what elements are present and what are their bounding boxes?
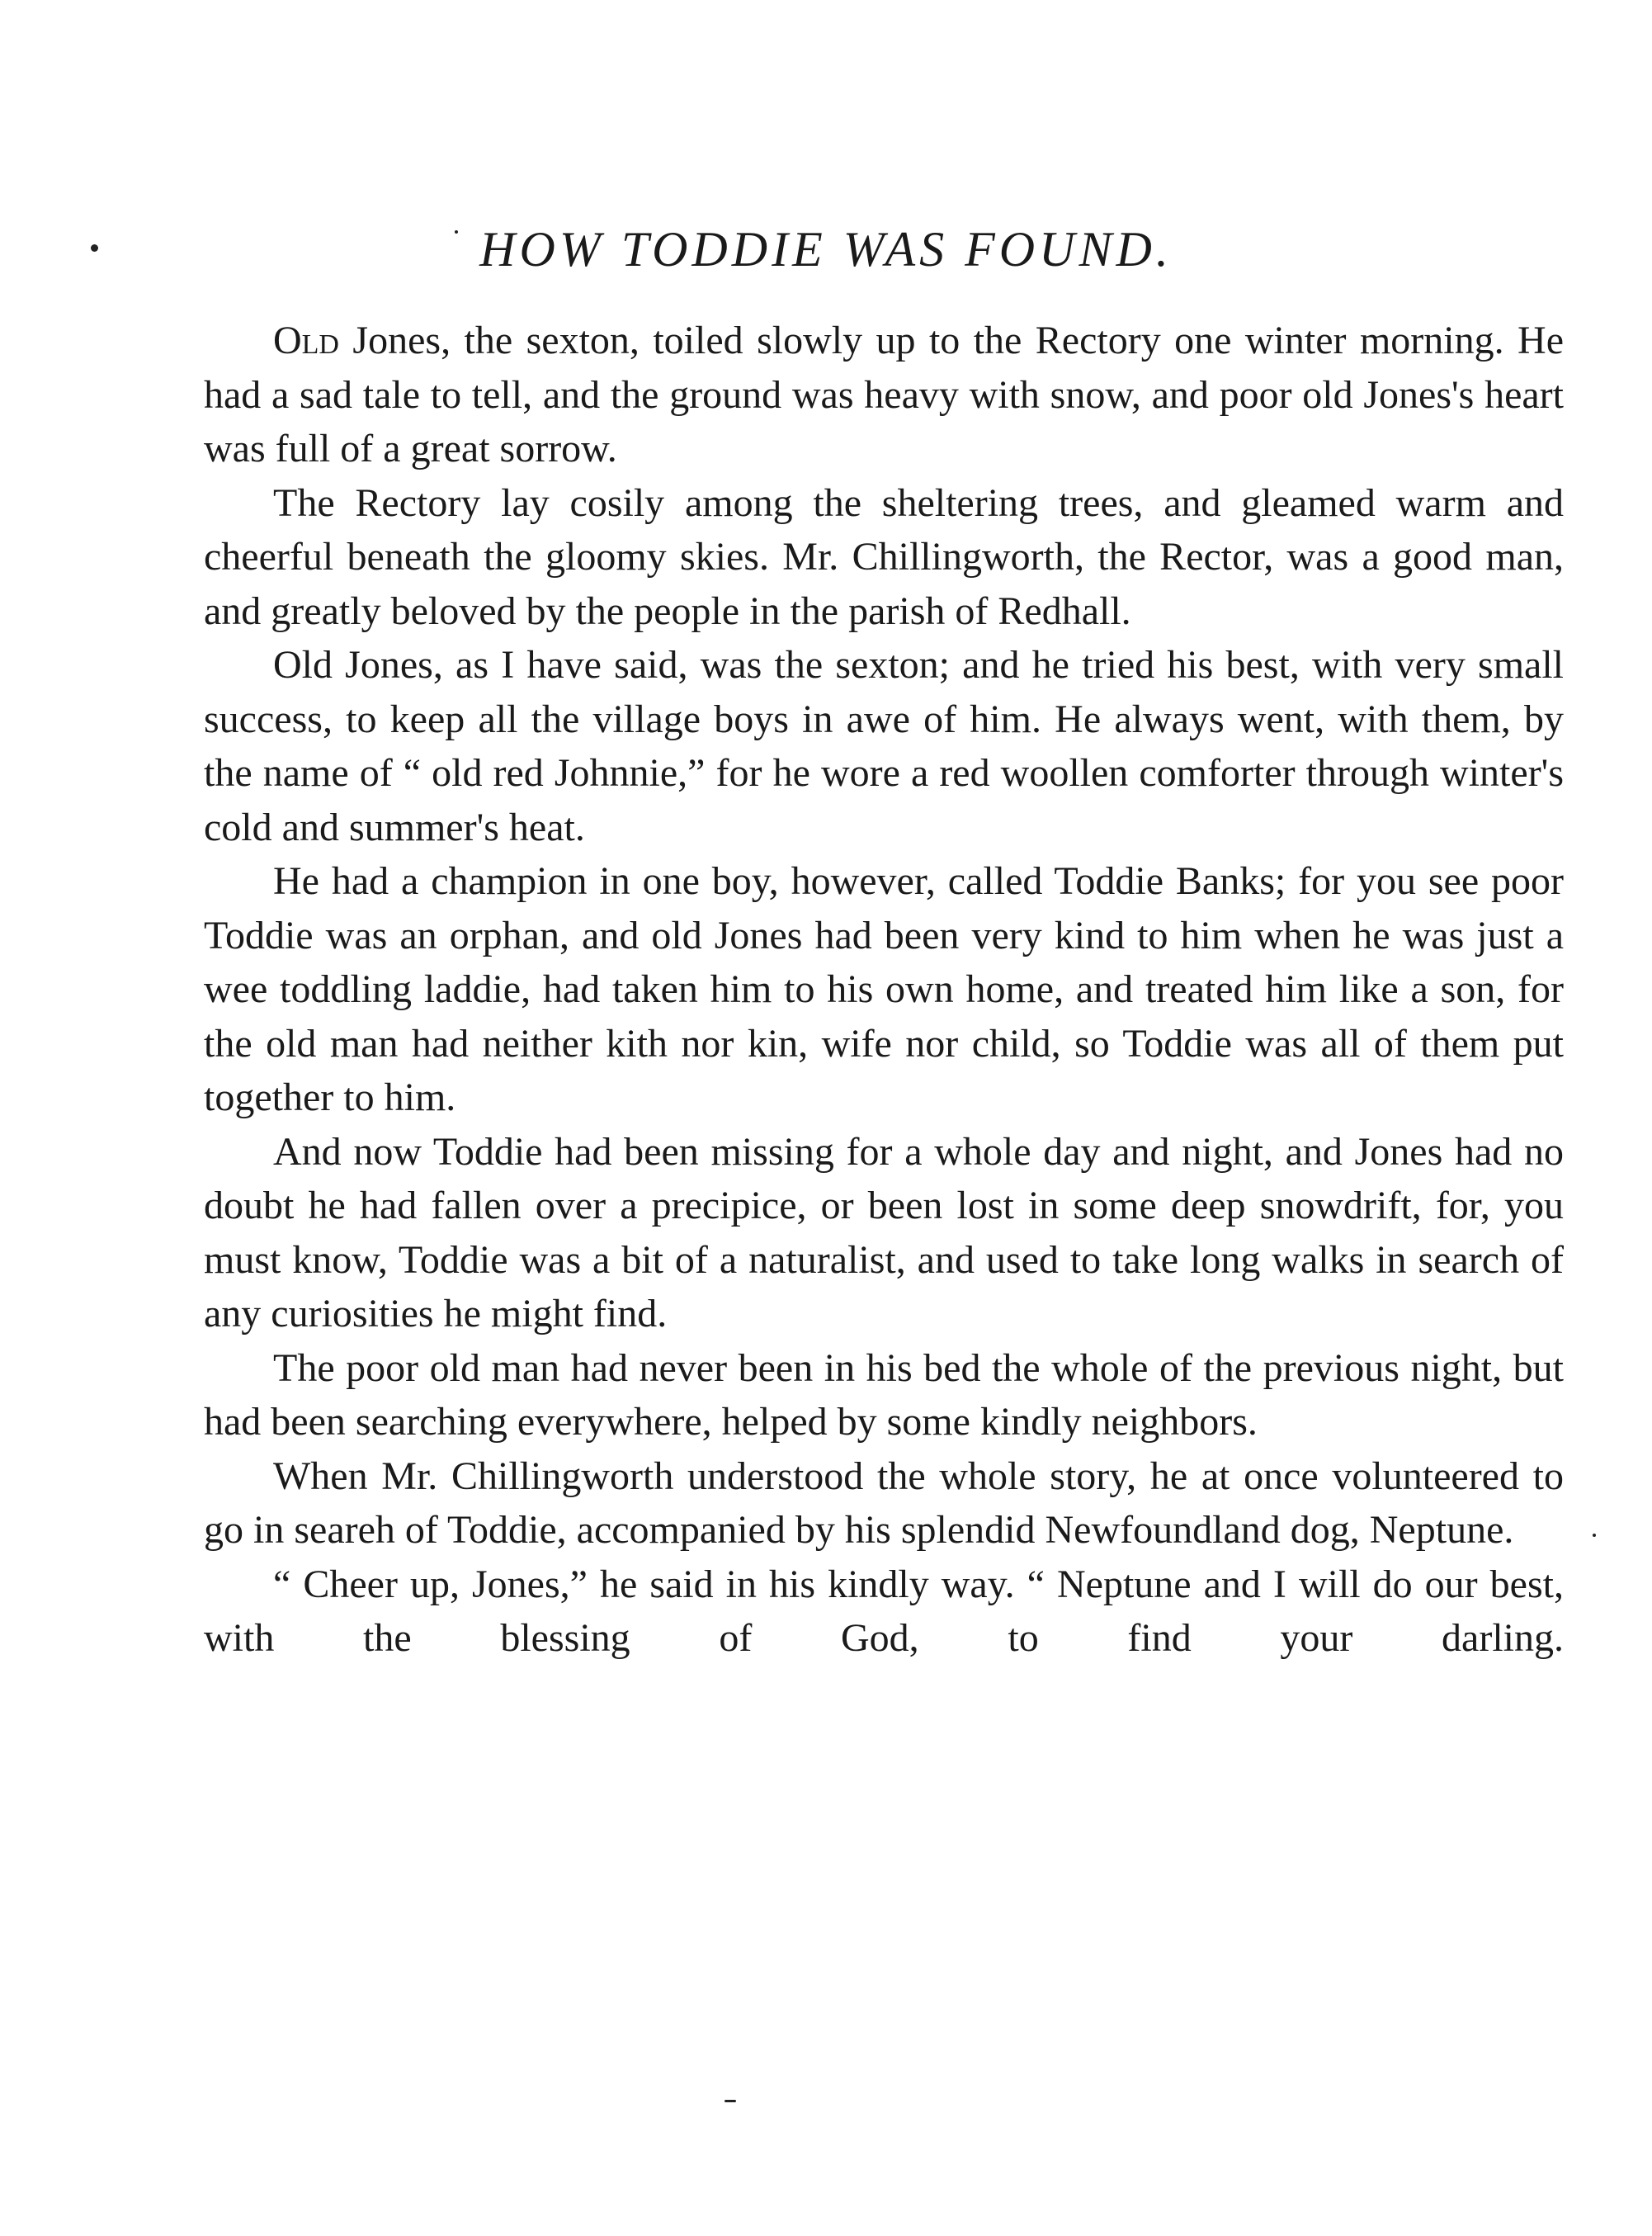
paragraph-text: Jones, the sexton, toiled slowly up to the Rectory one winter morning. He had a sad tale to tell, and the ground was heavy with snow, and poor old Jones's heart was full of a great sorrow. bbox=[204, 319, 1564, 470]
chapter-title: HOW TODDIE WAS FOUND. bbox=[479, 222, 1173, 277]
paragraph: The poor old man had never been in his bed the whole of the previous night, but had been searching everywhere, helped by some kindly neighbors. bbox=[204, 1345, 1564, 1444]
paragraph: Old Jones, as I have said, was the sexton; and he tried his best, with very small success, to keep all the village boys in awe of him. He always went, with them, by the name of “ old red Johnnie,” for he wore a red woollen comforter through winter's cold and summer's heat. bbox=[204, 643, 1564, 849]
scan-speck bbox=[455, 230, 458, 234]
paragraph: He had a champion in one boy, however, called Toddie Banks; for you see poor Toddie was an orphan, and old Jones had been very kind to him when he was just a wee toddling laddie, had taken him to his own home, and treated him like a son, for the old man had neither kith nor kin, wife nor child, so Toddie was all of them put together to him. bbox=[204, 859, 1564, 1119]
paragraph bbox=[204, 314, 1564, 476]
drop-word: Old bbox=[273, 319, 339, 362]
scan-speck bbox=[725, 2100, 736, 2102]
paragraph: The Rectory lay cosily among the sheltering trees, and gleamed warm and cheerful beneath the gloomy skies. Mr. Chillingworth, the Rector, was a good man, and greatly beloved by the people in the parish of Redhall. bbox=[204, 480, 1564, 633]
paragraph: When Mr. Chillingworth understood the whole story, he at once volunteered to go in seareh of Toddie, accompanied by his splendid Newfoundland dog, Neptune. bbox=[204, 1454, 1564, 1552]
paragraph: “ Cheer up, Jones,” he said in his kindly way. “ Neptune and I will do our best, with the blessing of God, to find your darling. bbox=[204, 1562, 1564, 1660]
story-body bbox=[204, 314, 1564, 1666]
paragraph: And now Toddie had been missing for a whole day and night, and Jones had no doubt he had fallen over a precipice, or been lost in some deep snowdrift, for, you must know, Toddie was a bit of a naturalist, and used to take long walks in search of any curiosities he might find. bbox=[204, 1129, 1564, 1335]
scan-speck bbox=[1593, 1534, 1596, 1537]
scan-speck bbox=[91, 244, 98, 252]
